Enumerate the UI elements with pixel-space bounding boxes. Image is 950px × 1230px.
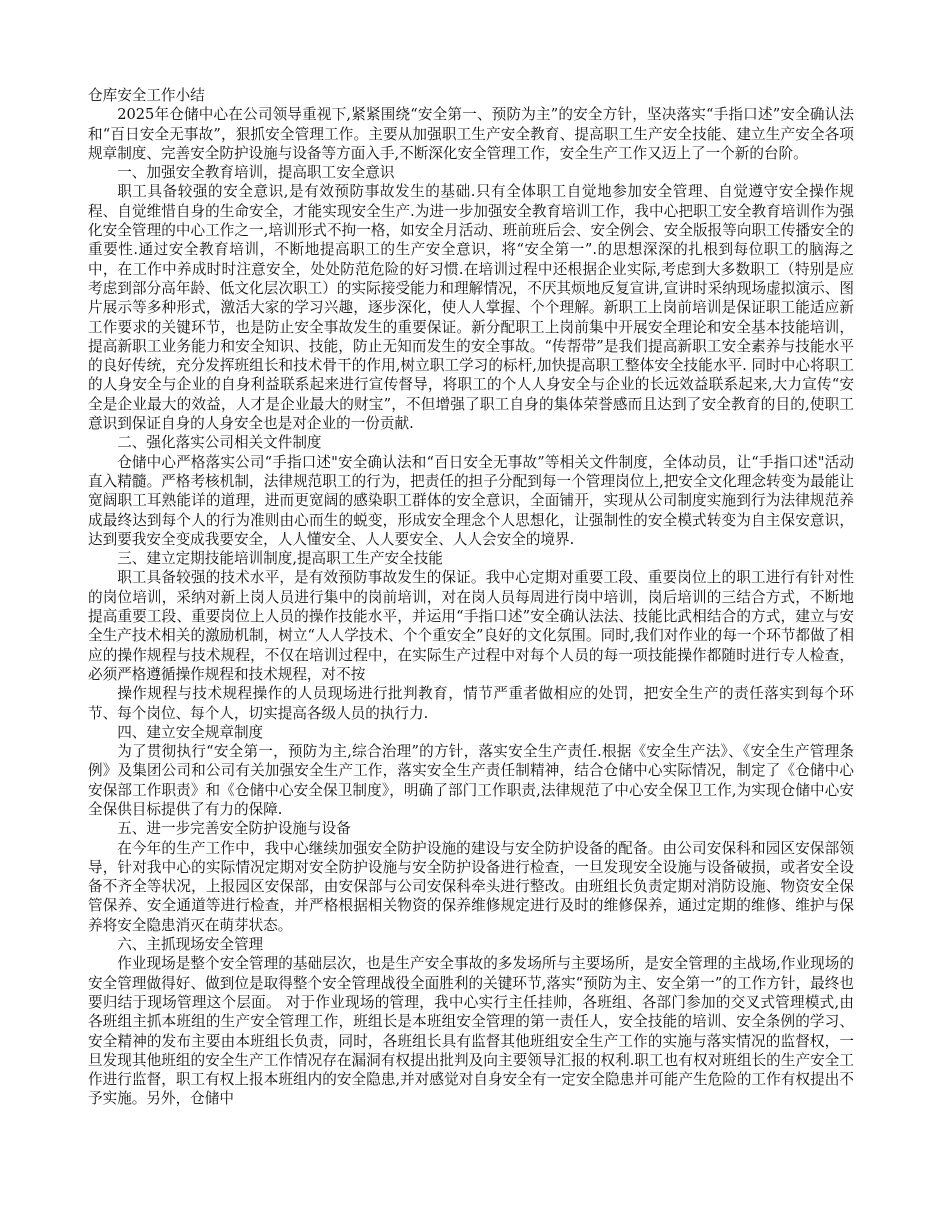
section-heading-2: 二、强化落实公司相关文件制度 xyxy=(117,434,322,452)
section-heading-6: 六、主抓现场安全管理 xyxy=(117,936,264,954)
section-heading-4: 四、建立安全规章制度 xyxy=(117,723,264,741)
section-heading-1: 一、加强安全教育培训，提高职工安全意识 xyxy=(117,164,395,182)
paragraph-section-4: 为了贯彻执行“安全第一，预防为主,综合治理”的方针，落实安全生产责任.根据《安全生产法》、《安全生产管理条例》及集团公司和公司有关加强安全生产工作，落实安全生产责任制精神，结合仓储中心实际情况，制定了《仓储中心安保部工作职责》和《仓储中心安全保卫制度》，明确了部门工作职责,法律规范了中心安全保卫工作,为实现仓储中心安全保供目标提供了有力的保障. xyxy=(88,743,854,818)
paragraph-section-3a: 职工具备较强的技术水平，是有效预防事故发生的保证。我中心定期对重要工段、重要岗位上的职工进行有针对性的岗位培训，采纳对新上岗人员进行集中的岗前培训，对在岗人员每周进行岗中培训，岗后培训的三结合方式，不断地提高重要工段、重要岗位上人员的操作技能水平，并运用“手指口述”安全确认法法、技能比武相结合的方式，建立与安全生产技术相关的激励机制，树立“人人学技术、个个重安全”良好的文化氛围。同时,我们对作业的每一个环节都做了相应的操作规程与技术规程，不仅在培训过程中，在实际生产过程中对每个人员的每一项技能操作都随时进行专人检查，必须严格遵循操作规程和技术规程，对不按 xyxy=(88,569,854,683)
paragraph-section-3b: 操作规程与技术规程操作的人员现场进行批判教育，情节严重者做相应的处罚，把安全生产的责任落实到每个环节、每个岗位、每个人，切实提高各级人员的执行力. xyxy=(88,685,854,722)
paragraph-section-6: 作业现场是整个安全管理的基础层次，也是生产安全事故的多发场所与主要场所，是安全管理的主战场,作业现场的安全管理做得好、做到位是取得整个安全管理战役全面胜利的关键环节,落实“预防为主、安全第一”的工作方针，最终也要归结于现场管理这个层面。 对于作业现场的管理，我中心实行主任挂帅，各班组、各部门参加的交叉式管理模式,由各班组主抓本班组的生产安全管理工作，班组长是本班组安全管理的第一责任人，安全技能的培训、安全条例的学习、安全精神的发布主要由本班组长负责，同时，各班组长具有监督其他班组安全生产工作的实施与落实情况的监督权，一旦发现其他班组的安全生产工作情况存在漏洞有权提出批判及向主要领导汇报的权利.职工也有权对班组长的生产安全工作进行监督，职工有权上报本班组内的安全隐患,并对感觉对自身安全有一定安全隐患并可能产生危险的工作有权提出不予实施。另外，仓储中 xyxy=(88,955,854,1108)
paragraph-section-1: 职工具备较强的安全意识,是有效预防事故发生的基础.只有全体职工自觉地参加安全管理、自觉遵守安全操作规程、自觉维惜自身的生命安全，才能实现安全生产.为进一步加强安全教育培训工作，我中心把职工安全教育培训作为强化安全管理的中心工作之一,培训形式不拘一格，如安全月活动、班前班后会、安全例会、安全版报等向职工传播安全的重要性.通过安全教育培训，不断地提高职工的生产安全意识，将“安全第一”.的思想深深的扎根到每位职工的脑海之中，在工作中养成时时注意安全，处处防范危险的好习惯.在培训过程中还根据企业实际,考虑到大多数职工（特别是应考虑到部分高年龄、低文化层次职工）的实际接受能力和理解情况，不厌其烦地反复宣讲,宣讲时采纳现场虚拟演示、图片展示等多种形式，激活大家的学习兴趣，逐步深化，使人人掌握、个个理解。新职工上岗前培训是保证职工能适应新工作要求的关键环节，也是防止安全事故发生的重要保证。新分配职工上岗前集中开展安全理论和安全基本技能培训，提高新职工业务能力和安全知识、技能，防止无知而发生的安全事故。“传帮带”是我们提高新职工安全素养与技能水平的良好传统，充分发挥班组长和技术骨干的作用,树立职工学习的标杆,加快提高职工整体安全技能水平. 同时中心将职工的人身安全与企业的自身利益联系起来进行宣传督导，将职工的个人人身安全与企业的长远效益联系起来,大力宣传“安全是企业最大的效益，人才是企业最大的财宝”，不但增强了职工自身的集体荣誉感而且达到了安全教育的目的,使职工意识到保证自身的人身安全也是对企业的一份贡献. xyxy=(88,183,854,433)
paragraph-section-2: 仓储中心严格落实公司“手指口述"安全确认法和“百日安全无事故”等相关文件制度，全体动员，让“手指口述"活动直入精髓。严格考核机制，法律规范职工的行为，把责任的担子分配到每一个管理岗位上,把安全文化理念转变为最能让宽阔职工耳熟能详的道理，进而更宽阔的感染职工群体的安全意识，全面铺开，实现从公司制度实施到行为法律规范养成最终达到每个人的行为准则由心而生的蜕变，形成安全理念个人思想化，让强制性的安全模式转变为自主保安意识，达到要我安全变成我要安全，人人懂安全、人人要安全、人人会安全的境界. xyxy=(88,453,854,548)
section-heading-3: 三、建立定期技能培训制度,提高职工生产安全技能 xyxy=(117,550,443,568)
document-title: 仓库安全工作小结 xyxy=(88,87,205,104)
section-heading-5: 五、进一步完善安全防护设施与设备 xyxy=(117,820,351,838)
paragraph-section-5: 在今年的生产工作中，我中心继续加强安全防护设施的建设与安全防护设备的配备。由公司安保科和园区安保部领导，针对我中心的实际情况定期对安全防护设施与安全防护设备进行检查，一旦发现安全设施与设备破损，或者安全设备不齐全等状况，上报园区安保部，由安保部与公司安保科牵头进行整改。由班组长负责定期对消防设施、物资安全保管保养、安全通道等进行检查，并严格根据相关物资的保养维修规定进行及时的维修保养，通过定期的维修、维护与保养将安全隐患消灭在萌芽状态。 xyxy=(88,839,854,934)
paragraph-intro: 2025年仓储中心在公司领导重视下,紧紧围绕“安全第一、预防为主”的安全方针，坚决落实“手指口述”安全确认法和“百日安全无事故”，狠抓安全管理工作。主要从加强职工生产安全教育、提高职工生产安全技能、建立生产安全各项规章制度、完善安全防护设施与设备等方面入手,不断深化安全管理工作，安全生产工作又迈上了一个新的台阶。 xyxy=(88,106,854,162)
